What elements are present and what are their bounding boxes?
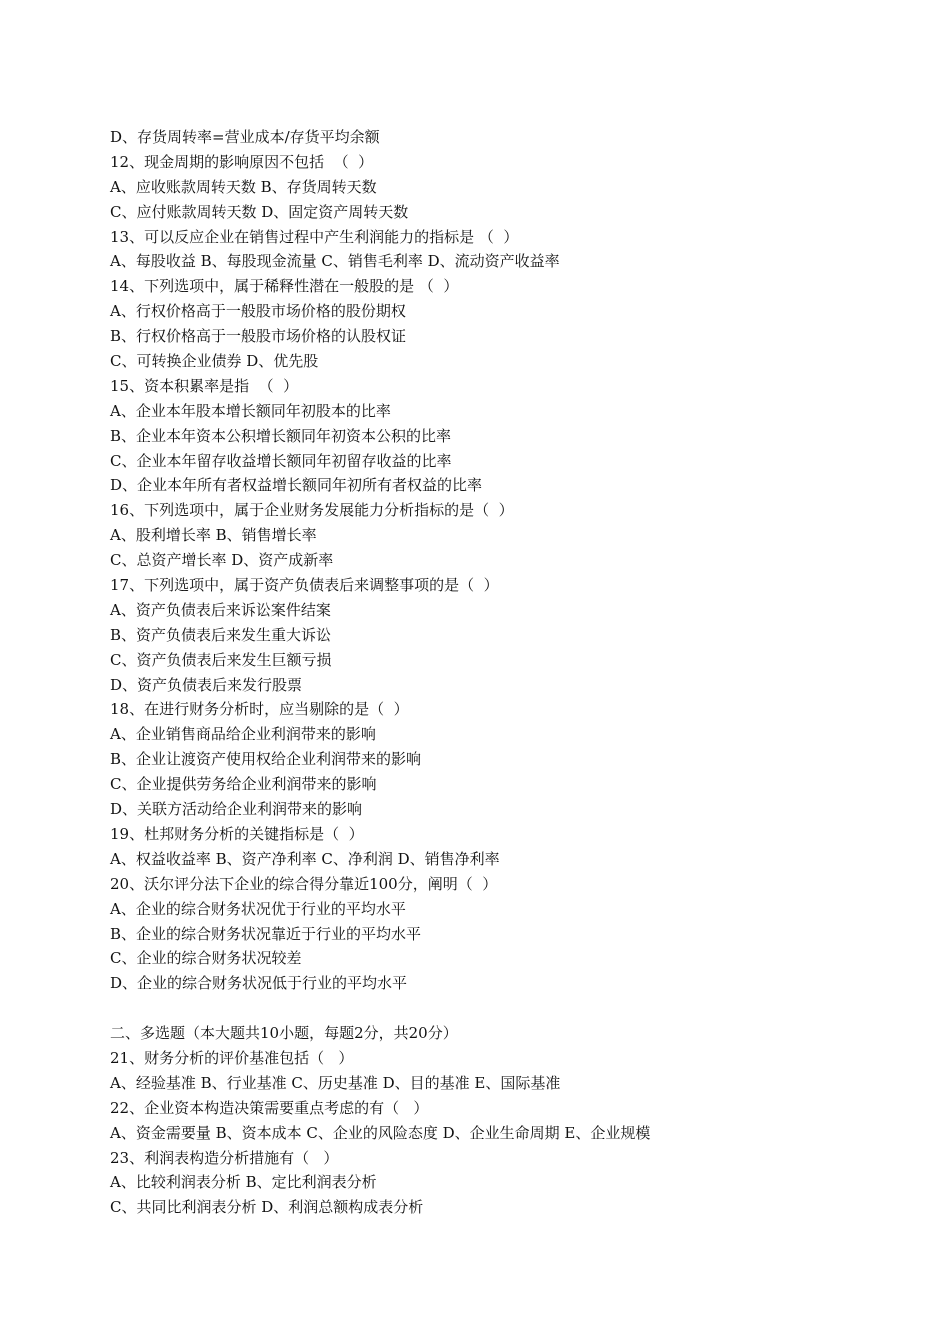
option-line: A、权益收益率 B、资产净利率 C、净利润 D、销售净利率: [110, 849, 500, 868]
option-line: C、企业提供劳务给企业利润带来的影响: [110, 775, 377, 794]
option-line: B、企业的综合财务状况靠近于行业的平均水平: [110, 924, 422, 943]
question-19: 19、杜邦财务分析的关键指标是（ ）: [110, 824, 364, 843]
option-line: B、行权价格高于一般股市场价格的认股权证: [110, 327, 407, 346]
option-line: B、资产负债表后来发生重大诉讼: [110, 625, 332, 644]
option-line: C、总资产增长率 D、资产成新率: [110, 551, 334, 570]
question-22: 22、企业资本构造决策需要重点考虑的有（ ）: [110, 1098, 429, 1117]
question-18: 18、在进行财务分析时，应当剔除的是（ ）: [110, 700, 409, 719]
question-12: 12、现金周期的影响原因不包括 （ ）: [110, 152, 374, 171]
option-line: A、企业销售商品给企业利润带来的影响: [110, 725, 376, 744]
option-line: D、企业的综合财务状况低于行业的平均水平: [110, 974, 408, 993]
option-line: B、企业让渡资产使用权给企业利润带来的影响: [110, 750, 422, 769]
option-line: C、资产负债表后来发生巨额亏损: [110, 650, 332, 669]
option-line: A、应收账款周转天数 B、存货周转天数: [110, 177, 377, 196]
option-line: A、资金需要量 B、资本成本 C、企业的风险态度 D、企业生命周期 E、企业规模: [110, 1123, 651, 1142]
question-13: 13、可以反应企业在销售过程中产生利润能力的指标是 （ ）: [110, 227, 519, 246]
option-line: C、企业的综合财务状况较差: [110, 949, 302, 968]
option-line: D、企业本年所有者权益增长额同年初所有者权益的比率: [110, 476, 483, 495]
option-line: A、企业本年股本增长额同年初股本的比率: [110, 401, 391, 420]
option-line: A、行权价格高于一般股市场价格的股份期权: [110, 302, 406, 321]
question-14: 14、下列选项中，属于稀释性潜在一般股的是 （ ）: [110, 277, 459, 296]
option-line: D、资产负债表后来发行股票: [110, 675, 303, 694]
question-23: 23、利润表构造分析措施有（ ）: [110, 1148, 339, 1167]
document-body: [110, 125, 870, 1220]
option-line: A、每股收益 B、每股现金流量 C、销售毛利率 D、流动资产收益率: [110, 252, 560, 271]
question-21: 21、财务分析的评价基准包括（ ）: [110, 1048, 354, 1067]
option-line: A、资产负债表后来诉讼案件结案: [110, 600, 331, 619]
option-line: C、共同比利润表分析 D、利润总额构成表分析: [110, 1198, 424, 1217]
option-line: A、经验基准 B、行业基准 C、历史基准 D、目的基准 E、国际基准: [110, 1073, 561, 1092]
text-line: D、存货周转率=营业成本/存货平均余额: [110, 128, 380, 146]
question-17: 17、下列选项中，属于资产负债表后来调整事项的是（ ）: [110, 576, 499, 595]
option-line: A、企业的综合财务状况优于行业的平均水平: [110, 899, 406, 918]
option-line: D、关联方活动给企业利润带来的影响: [110, 800, 363, 819]
option-line: C、应付账款周转天数 D、固定资产周转天数: [110, 202, 409, 221]
option-line: C、企业本年留存收益增长额同年初留存收益的比率: [110, 451, 452, 470]
option-line: A、比较利润表分析 B、定比利润表分析: [110, 1173, 377, 1192]
option-line: C、可转换企业债券 D、优先股: [110, 352, 319, 371]
option-line: B、企业本年资本公积增长额同年初资本公积的比率: [110, 426, 452, 445]
question-15: 15、资本积累率是指 （ ）: [110, 376, 299, 395]
section-gap: [110, 996, 870, 1021]
question-20: 20、沃尔评分法下企业的综合得分靠近100分，阐明（ ）: [110, 874, 498, 893]
option-line: A、股利增长率 B、销售增长率: [110, 526, 317, 545]
section-heading: 二、多选题（本大题共10小题，每题2分，共20分）: [110, 1024, 458, 1043]
question-16: 16、下列选项中，属于企业财务发展能力分析指标的是（ ）: [110, 501, 514, 520]
